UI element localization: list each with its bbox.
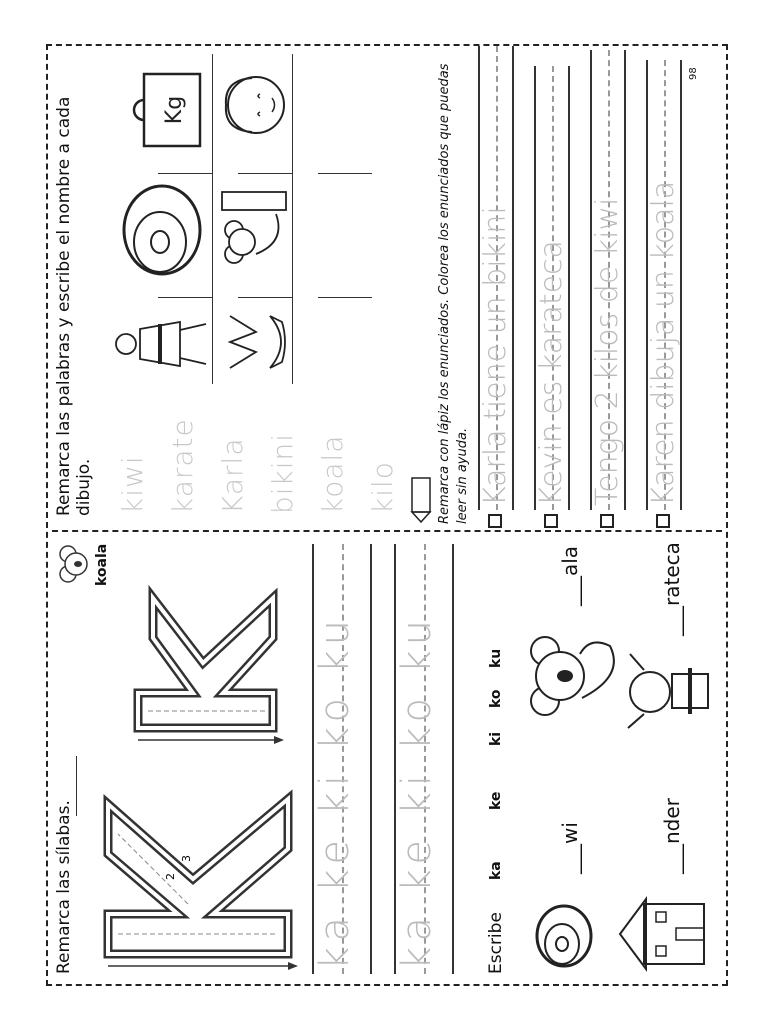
sentence-checkbox-1[interactable] bbox=[488, 514, 502, 528]
trace-word-bikini: bikini bbox=[266, 432, 299, 514]
grid-line bbox=[158, 173, 212, 174]
right-instruction: Remarca las palabras y escribe el nombre a cada dibujo. bbox=[54, 96, 94, 516]
grid-line bbox=[318, 297, 372, 298]
koala-label: koala bbox=[94, 543, 110, 586]
grid-line bbox=[238, 173, 292, 174]
syllable-ko: ko bbox=[488, 689, 504, 708]
left-instruction: Remarca las sílabas. bbox=[54, 800, 74, 974]
grid-line bbox=[292, 54, 293, 384]
trace-word-karla: Karla bbox=[216, 437, 249, 514]
koala-drawing-icon bbox=[510, 616, 630, 726]
svg-text:3: 3 bbox=[180, 855, 193, 862]
kg-label: Kg bbox=[162, 95, 187, 125]
kiwi-icon bbox=[528, 894, 598, 974]
grid-line bbox=[318, 173, 372, 174]
worksheet-landscape bbox=[48, 46, 726, 984]
sentence-checkbox-4[interactable] bbox=[656, 514, 670, 528]
sentence-checkbox-2[interactable] bbox=[544, 514, 558, 528]
small-k-outline-icon bbox=[98, 558, 298, 748]
sentence-checkbox-3[interactable] bbox=[600, 514, 614, 528]
blank-koala: ___ala bbox=[558, 545, 582, 606]
blank-kiwi: ___wi bbox=[558, 822, 582, 874]
girl-face-icon bbox=[216, 60, 292, 150]
grid-line bbox=[238, 297, 292, 298]
kiwi-fruit-icon bbox=[116, 178, 208, 288]
blank-kinder: ___nder bbox=[660, 798, 684, 874]
koala-icon bbox=[50, 538, 96, 588]
trace-word-koala: koala bbox=[316, 434, 349, 514]
karateca-icon bbox=[624, 634, 720, 744]
page-number: 98 bbox=[688, 67, 699, 80]
trace-word-karate: karate bbox=[166, 418, 199, 514]
trace-syllables-1: ka ke ki ko ku bbox=[312, 614, 358, 970]
trace-sentence-1: Karla tiene un bikini bbox=[478, 206, 513, 506]
kinder-school-icon bbox=[614, 894, 714, 974]
instruction-underline bbox=[76, 756, 77, 816]
write-label: Escribe bbox=[486, 912, 506, 974]
grid-line bbox=[158, 297, 212, 298]
pencil-icon bbox=[408, 474, 434, 524]
svg-text:2: 2 bbox=[164, 873, 177, 880]
syllable-ki: ki bbox=[488, 731, 504, 746]
trace-word-kilo: kilo bbox=[366, 461, 399, 514]
syllable-ku: ku bbox=[488, 648, 504, 668]
kilo-weight-icon bbox=[118, 60, 208, 160]
worksheet bbox=[46, 44, 728, 986]
koala-tree-icon bbox=[216, 180, 290, 284]
column-divider bbox=[52, 530, 722, 532]
blank-karateca: ___rateca bbox=[660, 542, 684, 636]
big-k-outline-icon bbox=[78, 774, 308, 974]
karate-kid-icon bbox=[110, 304, 210, 384]
syllable-ke: ke bbox=[488, 791, 504, 810]
sentence-instruction: Remarca con lápiz los enunciados. Colorea los enunciados que puedas leer sin ayuda. bbox=[437, 63, 470, 524]
bikini-icon bbox=[216, 302, 290, 382]
syllable-ka: ka bbox=[488, 861, 504, 880]
trace-syllables-2: ka ke ki ko ku bbox=[394, 614, 440, 970]
trace-sentence-2: Kevin es karateca bbox=[534, 240, 569, 506]
trace-sentence-4: Karen dibuja un koala bbox=[646, 180, 681, 506]
trace-word-kiwi: kiwi bbox=[116, 455, 149, 514]
trace-sentence-3: Tengo 2 kilos de kiwi bbox=[590, 197, 625, 506]
grid-line bbox=[212, 54, 213, 384]
